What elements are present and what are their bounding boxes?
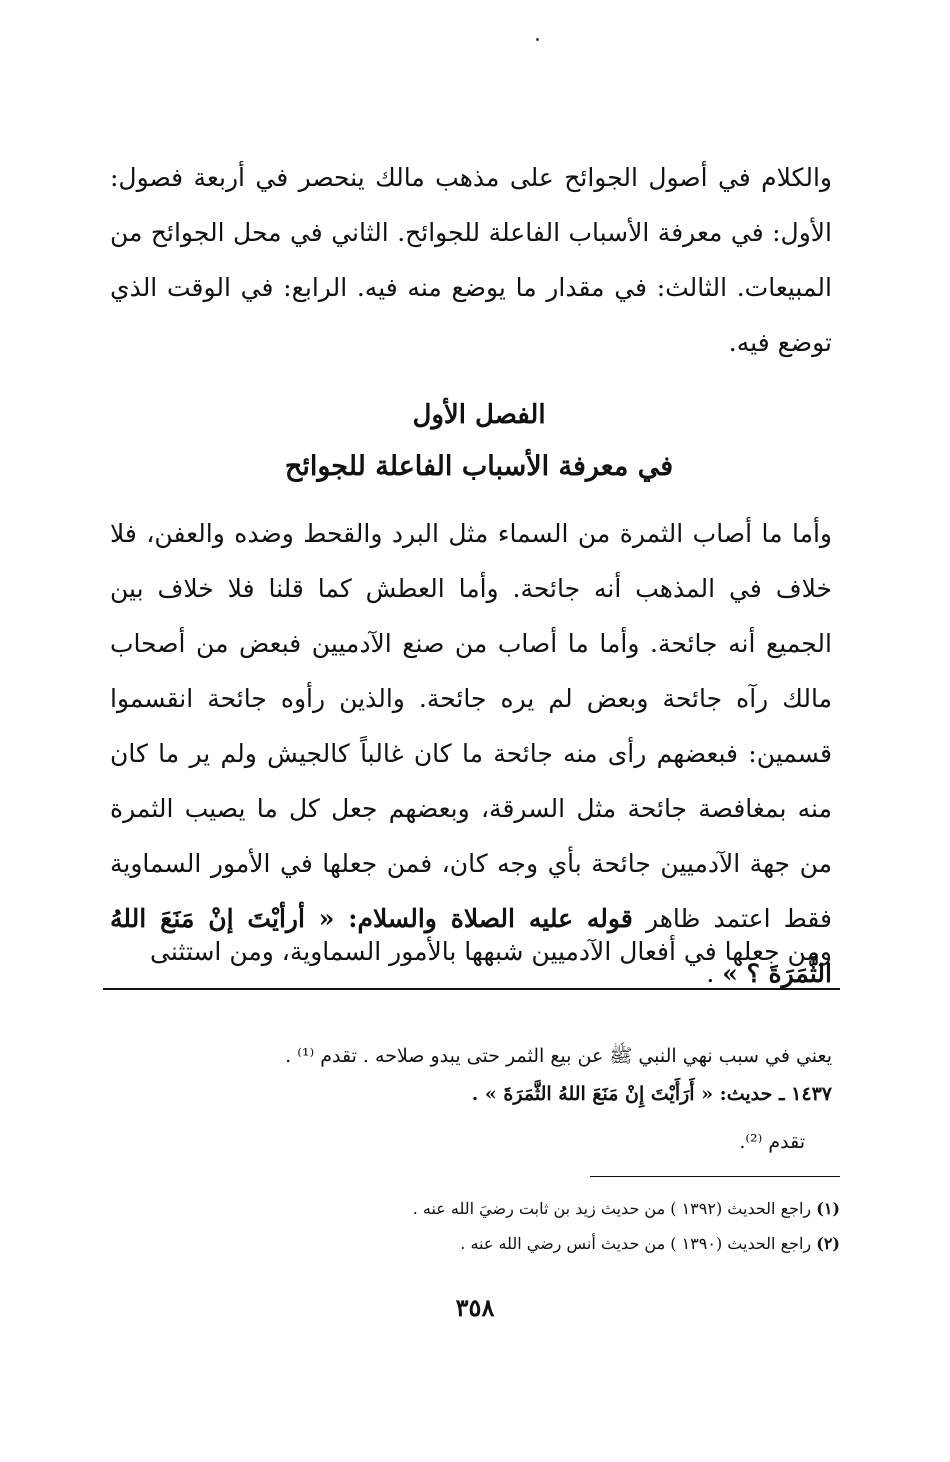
main-paragraph-text: وأما ما أصاب الثمرة من السماء مثل البرد والقحط وضده والعفن، فلا خلاف في المذهب أنه جائحة. وأما العطش كما قلنا فلا خلاف بين الجميع أنه جائحة. وأما ما أصاب من صنع الآدميين فبعض من أصحاب مالك رآه جائحة وبعض لم يره جائحة. والذين رأوه جائحة انقسموا قسمين: فبعضهم رأى منه جائحة ما كان غالباً كالجيش ولم ير ما كان منه بمغافصة جائحة مثل السرقة، وبعضهم جعل كل ما يصيب الثمرة من جهة الآدميين جائحة بأي وجه كان، فمن جعلها في الأمور السماوية فقط اعتمد ظاهر [110,519,832,933]
footnote-1-number: (١) [816,1199,840,1218]
scan-speck [536,38,539,41]
notes-divider [103,988,840,990]
footnote-1-text: راجع الحديث (١٣٩٢ ) من حديث زيد بن ثابت رضيَ الله عنه . [412,1199,812,1218]
footnote-2 [140,1229,840,1259]
footnote-1 [140,1194,840,1224]
chapter-heading: الفصل الأول [412,400,546,430]
main-paragraph-end: . [706,959,715,988]
page-number: ٣٥٨ [455,1293,495,1322]
chapter-title: في معرفة الأسباب الفاعلة للجوائح [284,451,674,482]
footnote-divider [590,1176,840,1177]
note-line-1: يعني في سبب نهي النبي ﷺ عن بيع الثمر حتى يبدو صلاحه . تقدم ⁽¹⁾ . [285,1045,832,1067]
note-line-3: تقدم ⁽²⁾. [739,1131,805,1153]
footnote-2-number: (٢) [816,1234,840,1253]
continuation-paragraph: ومن جعلها في أفعال الآدميين شبهها بالأمور السماوية، ومن استثنى [150,937,832,966]
hadith-quote: قوله عليه الصلاة والسلام: « أرأيْتَ إنْ مَنَعَ اللهُ الثَّمَرَةَ ؟ » [110,904,832,988]
note-line-hadith: ١٤٣٧ ـ حديث: « أَرَأَيْتَ إِنْ مَنَعَ اللهُ الثَّمَرَةَ » . [471,1083,832,1105]
footnote-2-text: راجع الحديث (١٣٩٠ ) من حديث أنس رضي الله عنه . [460,1234,812,1253]
intro-paragraph: والكلام في أصول الجوائح على مذهب مالك ينحصر في أربعة فصول: الأول: في معرفة الأسباب الفاعلة للجوائح. الثاني في محل الجوائح من المبيعات. الثالث: في مقدار ما يوضع منه فيه. الرابع: في الوقت الذي توضع فيه. [110,163,832,357]
